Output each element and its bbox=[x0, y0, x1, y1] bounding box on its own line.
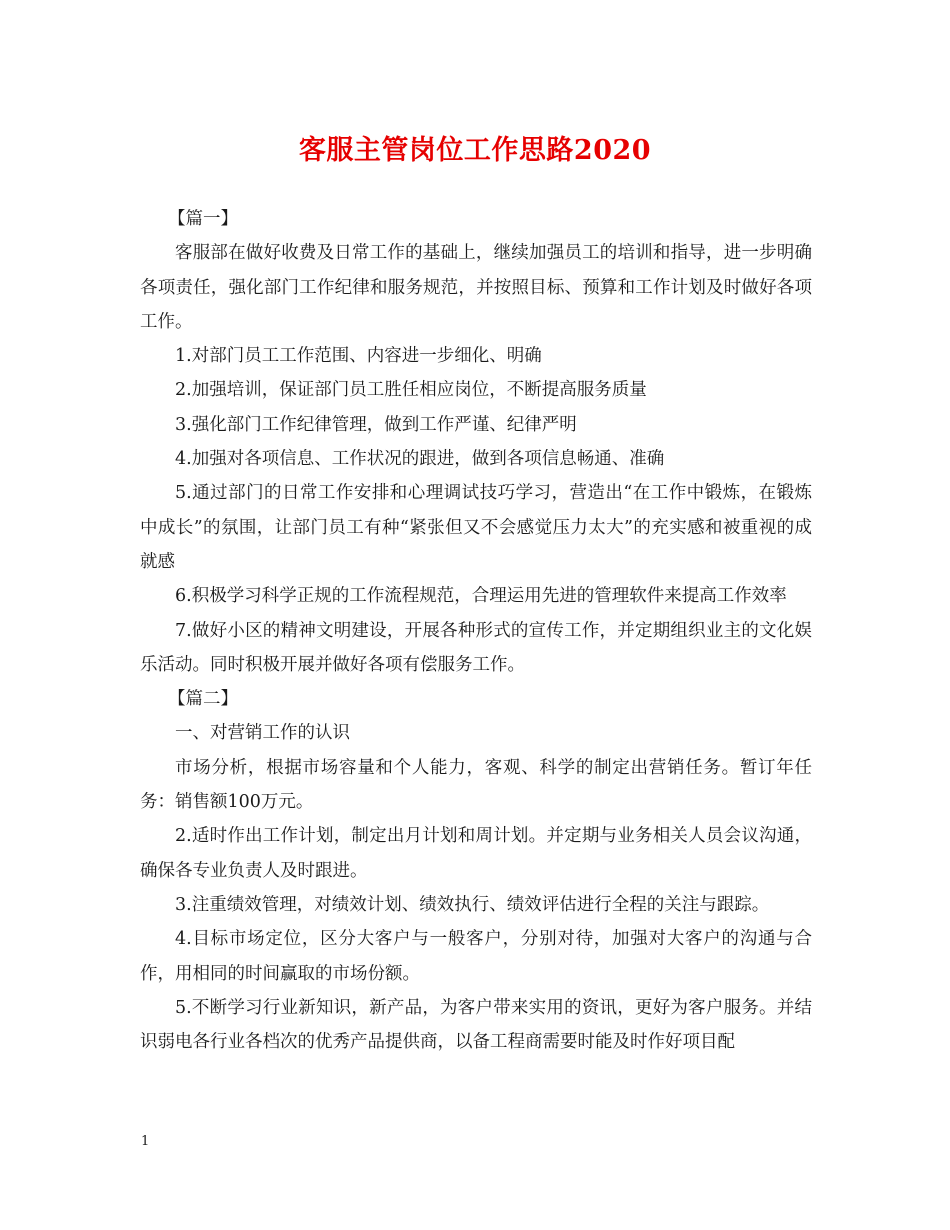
list-item: 3.强化部门工作纪律管理，做到工作严谨、纪律严明 bbox=[175, 414, 577, 435]
section-heading: 【篇二】 bbox=[168, 689, 238, 710]
list-item: 1.对部门员工工作范围、内容进一步细化、明确 bbox=[175, 346, 542, 367]
list-item: 3.注重绩效管理，对绩效计划、绩效执行、绩效评估进行全程的关注与跟踪。 bbox=[175, 894, 770, 915]
list-item: 5.通过部门的日常工作安排和心理调试技巧学习，营造出“在工作中锻炼，在锻炼中成长”的氛围，让部门员工有种“紧张但又不会感觉压力太大”的充实感和被重视的成就感 bbox=[140, 483, 812, 572]
paragraph: 市场分析，根据市场容量和个人能力，客观、科学的制定出营销任务。暂订年任务：销售额100万元。 bbox=[140, 757, 812, 813]
document-body bbox=[140, 202, 812, 1059]
list-item: 2.适时作出工作计划，制定出月计划和周计划。并定期与业务相关人员会议沟通，确保各专业负责人及时跟进。 bbox=[140, 826, 812, 881]
list-item: 6.积极学习科学正规的工作流程规范，合理运用先进的管理软件来提高工作效率 bbox=[175, 586, 787, 607]
document-title: 客服主管岗位工作思路2020 bbox=[298, 135, 652, 166]
list-item: 4.目标市场定位，区分大客户与一般客户，分别对待，加强对大客户的沟通与合作，用相同的时间赢取的市场份额。 bbox=[140, 929, 812, 984]
subheading: 一、对营销工作的认识 bbox=[175, 723, 350, 744]
section-heading: 【篇一】 bbox=[168, 209, 238, 229]
list-item: 2.加强培训，保证部门员工胜任相应岗位，不断提高服务质量 bbox=[175, 380, 647, 401]
list-item: 5.不断学习行业新知识，新产品，为客户带来实用的资讯，更好为客户服务。并结识弱电各行业各档次的优秀产品提供商，以备工程商需要时能及时作好项目配 bbox=[140, 997, 812, 1053]
page-number: 1 bbox=[141, 1134, 150, 1149]
list-item: 7.做好小区的精神文明建设，开展各种形式的宣传工作，并定期组织业主的文化娱乐活动。同时积极开展并做好各项有偿服务工作。 bbox=[140, 620, 812, 675]
paragraph: 客服部在做好收费及日常工作的基础上，继续加强员工的培训和指导，进一步明确各项责任，强化部门工作纪律和服务规范，并按照目标、预算和工作计划及时做好各项工作。 bbox=[140, 243, 812, 332]
list-item: 4.加强对各项信息、工作状况的跟进，做到各项信息畅通、准确 bbox=[175, 449, 665, 470]
